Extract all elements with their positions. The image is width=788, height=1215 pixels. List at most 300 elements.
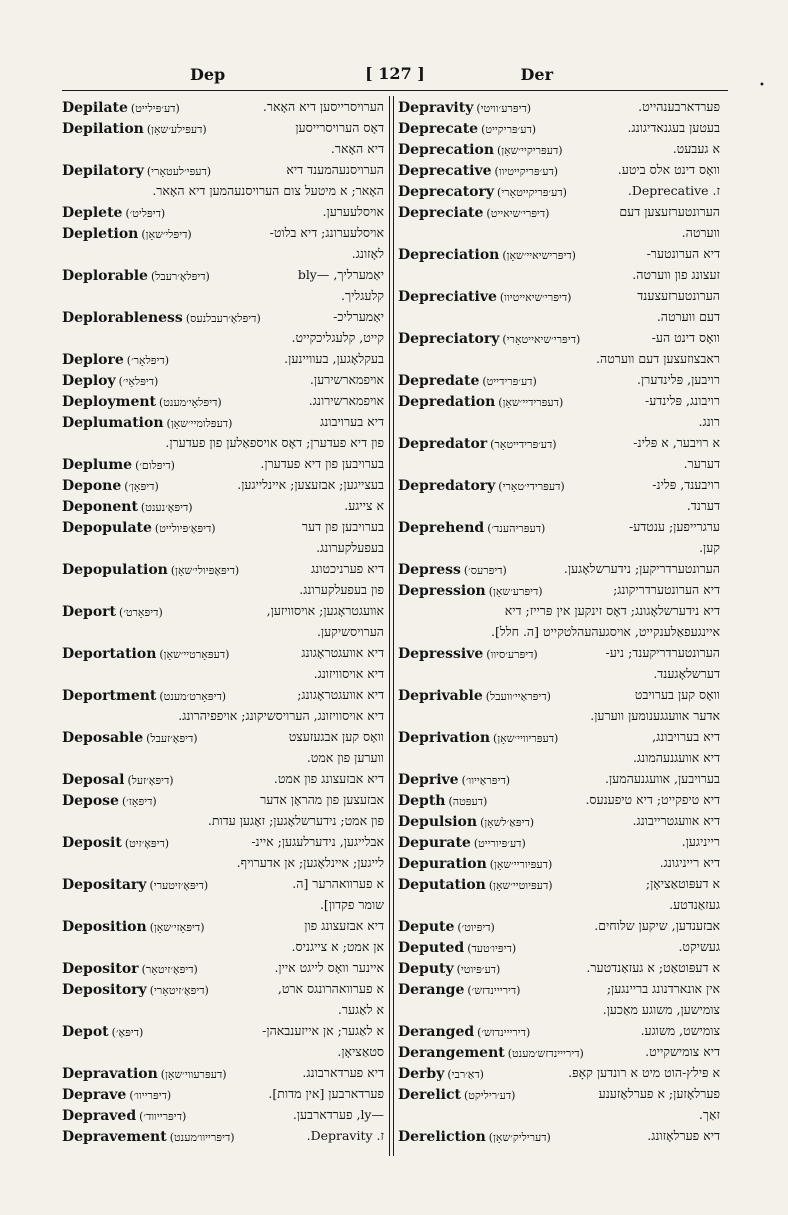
entry-pronunciation: (דיפּלאָ׳רעבלנעס): [185, 312, 261, 325]
entry-pronunciation: (דע׳פּריקייטיוו): [494, 165, 559, 178]
entry-pronunciation: (דיפּלאָר׳): [126, 354, 169, 367]
entry-pronunciation: (דיפּרע׳שאָן): [488, 585, 543, 598]
dictionary-entry: [62, 306, 384, 348]
dictionary-entry: [62, 222, 384, 264]
entry-pronunciation: (דיפּלאָי׳): [118, 375, 159, 388]
entry-headword: Depone: [62, 478, 122, 494]
entry-headword: Depot: [62, 1024, 109, 1040]
entry-pronunciation: (דירייינדזש׳מענט): [507, 1047, 584, 1060]
entry-first-line: [62, 348, 384, 369]
entry-first-line: [398, 243, 720, 264]
entry-headword: Depreciate: [398, 205, 484, 221]
entry-definition-continued: פון בעפעלקערונג.: [299, 582, 384, 597]
entry-first-line: [398, 159, 720, 180]
entry-first-line: [62, 474, 384, 495]
dictionary-entry: [398, 516, 720, 558]
entry-headword: Deployment: [62, 394, 156, 410]
entry-definition: אוועגטראָגען; אויסוויזען,: [266, 603, 384, 618]
entry-headword: Depress: [398, 562, 461, 578]
entry-first-line: [62, 789, 384, 810]
entry-pronunciation: (דיפּרייוו׳): [129, 1089, 172, 1102]
entry-definition-continued: רונג.: [698, 414, 720, 429]
entry-first-line: [62, 1125, 384, 1146]
entry-pronunciation: (דיפּאָ׳זיטאָרי): [149, 984, 209, 997]
dictionary-entry: [398, 873, 720, 915]
entry-definition-continued: שומר פקדון].: [319, 897, 384, 912]
entry-pronunciation: (דיפּאָ׳פּיולייט): [154, 522, 216, 535]
dictionary-entry: [398, 390, 720, 432]
entry-pronunciation: (דע׳פּריקייט): [481, 123, 537, 136]
entry-first-line: [62, 768, 384, 789]
entry-first-line: [62, 642, 384, 663]
entry-headword: Depravation: [62, 1066, 158, 1082]
entry-first-line: [62, 222, 384, 243]
entry-definition: הערונטערדריקען; נידערשלאָגען.: [563, 561, 720, 576]
entry-pronunciation: (דיפּאָ׳זעל): [127, 774, 174, 787]
entry-first-line: [398, 138, 720, 159]
entry-pronunciation: (דיפּלי׳שאָן): [141, 228, 192, 241]
entry-headword: Deprivation: [398, 730, 491, 746]
entry-definition: א פערוואהרער [ה.: [292, 876, 384, 891]
dictionary-entry: [398, 1041, 720, 1062]
entry-first-line: [62, 306, 384, 327]
entry-definition: א צייגע.: [344, 498, 384, 513]
entry-pronunciation: (דעפּטה): [448, 795, 488, 808]
entry-first-line: [62, 1104, 384, 1125]
entry-headword: Depute: [398, 919, 455, 935]
entry-definition-continued: אדער אוועגגענומען ווערען.: [590, 708, 720, 723]
entry-headword: Derby: [398, 1066, 445, 1082]
dictionary-entry: [62, 264, 384, 306]
entry-definition-continued: דיא אויסוויזונג, הערויסשיקונג; אויפפיהרונג.: [178, 708, 384, 723]
dictionary-entry: [62, 1125, 384, 1146]
entry-definition: וואָס קען בערויבט: [634, 687, 720, 702]
entry-pronunciation: (דע׳פּרידייטאָר): [490, 438, 557, 451]
entry-pronunciation: (דעפּריהענד׳): [487, 522, 546, 535]
entry-first-line: [62, 1020, 384, 1041]
entry-definition: דיא אוועגטרייבונג.: [632, 813, 720, 828]
entry-pronunciation: (דיפּרייווד׳): [139, 1110, 187, 1123]
entry-pronunciation: (דיפּלאָי׳מענט): [159, 396, 222, 409]
entry-definition: בערויבען, אוועגנעהמען.: [604, 771, 720, 786]
entry-headword: Deprive: [398, 772, 459, 788]
dictionary-entry: [62, 726, 384, 768]
entry-headword: Deprecatory: [398, 184, 495, 200]
entry-headword: Deposit: [62, 835, 122, 851]
entry-definition-continued: ראבצוזעצען דעם ווערטה.: [596, 351, 720, 366]
entry-headword: Derelict: [398, 1087, 461, 1103]
entry-definition-continued: לייגען; איינלאָגען; אן אדערויף.: [236, 855, 384, 870]
entry-definition-continued: דעם ווערטה.: [656, 309, 720, 324]
entry-definition: איינער וואָס לייגט איין.: [274, 960, 384, 975]
entry-definition-continued: קען.: [699, 540, 720, 555]
dictionary-entry: [62, 957, 384, 978]
entry-definition: אבזעצען פון מהראָן אדער: [260, 792, 384, 807]
entry-headword: Depressive: [398, 646, 484, 662]
entry-first-line: [62, 369, 384, 390]
entry-first-line: [398, 201, 720, 222]
entry-first-line: [62, 411, 384, 432]
entry-first-line: [398, 180, 720, 201]
entry-pronunciation: (דיפּרעס׳): [463, 564, 507, 577]
entry-headword: Depletion: [62, 226, 139, 242]
entry-first-line: [398, 117, 720, 138]
entry-definition: אויסלעערונג; דיא בלוט-: [269, 225, 384, 240]
entry-headword: Depose: [62, 793, 119, 809]
entry-pronunciation: (דע׳פּרידייט): [482, 375, 537, 388]
entry-first-line: [62, 726, 384, 747]
entry-definition: דיא טיפקייט; דיא טיפענעס.: [585, 792, 720, 807]
entry-pronunciation: (דעריליק׳שאָן): [488, 1131, 551, 1144]
column-rule: [393, 96, 394, 1156]
entry-definition-continued: הערויסשיקען.: [316, 624, 384, 639]
entry-pronunciation: (דאַ׳רבי): [447, 1068, 484, 1081]
dictionary-entry: [398, 432, 720, 474]
entry-definition: דיא הערונטערדריקונג;: [613, 582, 720, 597]
entry-definition: דיא פערלאָזונג.: [647, 1128, 720, 1143]
entry-first-line: [62, 1062, 384, 1083]
dictionary-entry: [62, 390, 384, 411]
entry-headword: Depredation: [398, 394, 496, 410]
entry-headword: Depredator: [398, 436, 488, 452]
entry-definition-continued: קלעגליך.: [341, 288, 384, 303]
entry-definition-continued: דערער.: [683, 456, 720, 471]
header-right-guideword: Der: [520, 64, 553, 84]
entry-first-line: [398, 285, 720, 306]
entry-definition: בערויבען פון דיא פעדערן.: [260, 456, 384, 471]
entry-headword: Deposition: [62, 919, 147, 935]
entry-definition: א דעפּוטאַט; א געזאַנדטער.: [586, 960, 720, 975]
page-number: [ 127 ]: [365, 64, 425, 83]
entry-first-line: [62, 915, 384, 936]
dictionary-entry: [398, 936, 720, 957]
dictionary-entry: [398, 789, 720, 810]
entry-first-line: [398, 1125, 720, 1146]
entry-first-line: [398, 936, 720, 957]
entry-definition-continued: דערנד.: [686, 498, 720, 513]
dictionary-entry: [398, 915, 720, 936]
entry-headword: Depilation: [62, 121, 144, 137]
entry-headword: Deprecation: [398, 142, 495, 158]
entry-definition-continued: ווערען פון אמט.: [306, 750, 384, 765]
entry-headword: Deplorable: [62, 268, 148, 284]
entry-pronunciation: (דיפּליט׳): [125, 207, 166, 220]
entry-pronunciation: (דעפּי׳לעטאָרי): [146, 165, 212, 178]
dictionary-entry: [398, 285, 720, 327]
dictionary-entry: [398, 726, 720, 768]
entry-first-line: [398, 516, 720, 537]
entry-definition: בעקלאָגען, בעוויינען.: [284, 351, 384, 366]
entry-definition: הערויסרייסען דיא האָאר.: [262, 99, 384, 114]
entry-first-line: [398, 1083, 720, 1104]
entry-definition: א רויבער, א פּלינ-: [633, 435, 720, 450]
entry-pronunciation: (דעפּיוטיי׳שאָן): [488, 879, 553, 892]
entry-first-line: [62, 390, 384, 411]
entry-pronunciation: (דעפּרעווי׳שאָן): [160, 1068, 227, 1081]
entry-pronunciation: (דיפּאָז׳): [121, 795, 157, 808]
entry-pronunciation: (דיפּרייוו׳מענט): [169, 1131, 235, 1144]
dictionary-entry: [398, 768, 720, 789]
entry-first-line: [62, 873, 384, 894]
dictionary-entry: [62, 1083, 384, 1104]
entry-first-line: [398, 390, 720, 411]
dictionary-entry: [62, 684, 384, 726]
entry-first-line: [398, 852, 720, 873]
entry-headword: Deport: [62, 604, 117, 620]
dictionary-entry: [398, 96, 720, 117]
entry-pronunciation: (דיפּאַ׳לשאָן): [480, 816, 535, 829]
entry-pronunciation: (דיפּראַייוו׳): [461, 774, 511, 787]
entry-headword: Depopulate: [62, 520, 152, 536]
dictionary-entry: [62, 1062, 384, 1083]
entry-definition: פערדארבענהייט.: [638, 99, 720, 114]
dictionary-entry: [62, 411, 384, 453]
dictionary-entry: [398, 159, 720, 180]
dictionary-entry: [62, 117, 384, 159]
entry-first-line: [62, 495, 384, 516]
dictionary-entry: [398, 243, 720, 285]
entry-pronunciation: (דיפּרי׳שיאייט): [486, 207, 550, 220]
entry-headword: Deposable: [62, 730, 144, 746]
page-header: [62, 58, 728, 91]
entry-first-line: [398, 327, 720, 348]
dictionary-entry: [62, 831, 384, 873]
entry-headword: Dereliction: [398, 1129, 486, 1145]
entry-definition: וואָס קען אבגעזעצט: [288, 729, 384, 744]
dictionary-entry: [62, 159, 384, 201]
entry-headword: Derange: [398, 982, 465, 998]
entry-definition: הערויסנעהמענד דיא: [286, 162, 384, 177]
entry-headword: Deputation: [398, 877, 486, 893]
entry-pronunciation: (דיפּאָ׳זיטערי): [149, 879, 209, 892]
entry-first-line: [62, 978, 384, 999]
entry-pronunciation: (דעפּריקיי׳שאָן): [497, 144, 563, 157]
entry-pronunciation: (דע׳פּילייט): [130, 102, 180, 115]
column-rule-thin: [389, 96, 390, 1156]
right-column: [398, 96, 720, 1156]
entry-definition: רויבענד, פּלינ-: [652, 477, 720, 492]
entry-definition-continued: דיא אוועגנעהמונג.: [633, 750, 720, 765]
entry-definition: יאַמערליך, —bly: [297, 267, 384, 282]
entry-definition-continued: לאָזונג.: [351, 246, 384, 261]
entry-definition: דיא רייניגונג.: [659, 855, 720, 870]
entry-first-line: [398, 1041, 720, 1062]
entry-headword: Deplorableness: [62, 310, 183, 326]
dictionary-entry: [398, 369, 720, 390]
entry-definition: אבלייגען, נידערלעגען; איינ-: [251, 834, 384, 849]
entry-headword: Deposal: [62, 772, 125, 788]
entry-first-line: [398, 978, 720, 999]
entry-definition: דיא אוועגטראָגונג: [301, 645, 384, 660]
dictionary-entry: [62, 348, 384, 369]
entry-first-line: [62, 1083, 384, 1104]
entry-definition-continued: דיא נידערשלאָגונג; דאָס זינקען אין פּרייז; דיא: [504, 603, 720, 618]
dictionary-entry: [398, 558, 720, 579]
entry-definition: געשיקט.: [678, 939, 720, 954]
dictionary-entry: [398, 327, 720, 369]
entry-pronunciation: (דיפּאָן׳): [124, 480, 159, 493]
entry-headword: Deplumation: [62, 415, 164, 431]
entry-headword: Depositor: [62, 961, 139, 977]
entry-headword: Deranged: [398, 1024, 475, 1040]
entry-headword: Depilate: [62, 100, 128, 116]
dictionary-entry: [398, 957, 720, 978]
entry-definition: דיא אוועגטראָגונג;: [297, 687, 384, 702]
entry-definition: דיא אבזעצונג פון אמט.: [273, 771, 384, 786]
dictionary-entry: [62, 978, 384, 1020]
entry-definition: אויפמארשירען.: [309, 372, 384, 387]
entry-first-line: [62, 96, 384, 117]
entry-definition-continued: דיא אויסוויזונג.: [313, 666, 384, 681]
entry-headword: Deprecative: [398, 163, 492, 179]
entry-definition: פערדארבען [אין מדות].: [268, 1086, 384, 1101]
entry-pronunciation: (דירייינדזש׳): [467, 984, 521, 997]
entry-first-line: [398, 915, 720, 936]
entry-pronunciation: (דירייינדזש׳): [477, 1026, 531, 1039]
dictionary-entry: [398, 978, 720, 1020]
entry-headword: Depulsion: [398, 814, 478, 830]
entry-definition-continued: ווערטה.: [681, 225, 720, 240]
entry-definition: הערונטערדריקענד; ניע-: [605, 645, 720, 660]
entry-definition: ז. Depravity.: [306, 1128, 384, 1143]
corner-mark: •: [759, 80, 765, 91]
dictionary-entry: [62, 96, 384, 117]
dictionary-entry: [62, 768, 384, 789]
dictionary-entry: [398, 1062, 720, 1083]
entry-definition: בעטען בעגנאדיגונג.: [627, 120, 720, 135]
entry-headword: Depredatory: [398, 478, 496, 494]
entry-definition-continued: דיא האָאר.: [330, 141, 384, 156]
entry-definition: אין אונארדנונג בריינגען;: [606, 981, 720, 996]
entry-definition-continued: האָאר; א מיטעל צום הערויסנעהמען דיא האָאר.: [152, 183, 384, 198]
entry-definition-continued: פון אמט; נידערשלאָגען; זאָגען עדות.: [207, 813, 384, 828]
entry-pronunciation: (דיפּיוט׳): [457, 921, 495, 934]
entry-first-line: [398, 96, 720, 117]
entry-first-line: [62, 117, 384, 138]
entry-definition: דיא הערונטער-: [646, 246, 720, 261]
entry-headword: Deprivable: [398, 688, 483, 704]
dictionary-entry: [62, 369, 384, 390]
entry-definition: דיא אבזעצונג פון: [304, 918, 384, 933]
entry-definition: דיא פערדארבונג.: [302, 1065, 384, 1080]
dictionary-entry: [62, 642, 384, 684]
entry-headword: Depravement: [62, 1129, 167, 1145]
entry-first-line: [62, 831, 384, 852]
entry-headword: Depopulation: [62, 562, 168, 578]
entry-definition: בערויבען פון דער: [301, 519, 384, 534]
entry-pronunciation: (דעפּלומיי׳שאָן): [166, 417, 233, 430]
entry-definition-continued: צומישען, משוגע מאַכען.: [602, 1002, 720, 1017]
entry-definition-continued: געזאַנדטע.: [669, 897, 720, 912]
dictionary-entry: [398, 1125, 720, 1146]
entry-definition-continued: בעפעלקערונג.: [316, 540, 384, 555]
entry-headword: Depreciation: [398, 247, 500, 263]
entry-pronunciation: (דיפּאָ׳נענט): [140, 501, 193, 514]
entry-definition-continued: פון דיא פעדערן; דאָס אויספאַלען פון פעדערן.: [165, 435, 384, 450]
entry-definition-continued: זעצונג פון ווערטה.: [632, 267, 720, 282]
entry-headword: Depression: [398, 583, 486, 599]
entry-first-line: [62, 516, 384, 537]
entry-definition: דיא בערויבונג,: [652, 729, 720, 744]
dictionary-entry: [62, 516, 384, 558]
entry-headword: Deportation: [62, 646, 157, 662]
entry-first-line: [398, 474, 720, 495]
entry-pronunciation: (דיפּרע׳וויטי): [476, 102, 532, 115]
dictionary-entry: [398, 117, 720, 138]
entry-definition: דיא צומישקייט.: [645, 1044, 720, 1059]
dictionary-entry: [62, 201, 384, 222]
entry-first-line: [62, 159, 384, 180]
dictionary-entry: [398, 684, 720, 726]
entry-definition-continued: קייט, קלעגליכקייט.: [291, 330, 384, 345]
dictionary-entry: [62, 558, 384, 600]
entry-first-line: [398, 789, 720, 810]
entry-pronunciation: (דיפּיו׳טעד): [467, 942, 517, 955]
entry-first-line: [398, 684, 720, 705]
entry-pronunciation: (דע׳פּיוטי): [456, 963, 501, 976]
entry-pronunciation: (דע׳ריליקט): [463, 1089, 516, 1102]
entry-pronunciation: (דיפּרע׳סיוו): [486, 648, 538, 661]
entry-first-line: [398, 579, 720, 600]
entry-definition-continued: זאַך.: [698, 1107, 720, 1122]
entry-headword: Depravity: [398, 100, 474, 116]
dictionary-entry: [62, 453, 384, 474]
entry-headword: Deportment: [62, 688, 157, 704]
entry-definition: אויפמארשירונג.: [308, 393, 384, 408]
entry-headword: Deploy: [62, 373, 116, 389]
entry-first-line: [398, 768, 720, 789]
entry-headword: Depurate: [398, 835, 471, 851]
dictionary-entry: [398, 852, 720, 873]
entry-headword: Depilatory: [62, 163, 144, 179]
entry-pronunciation: (דע׳פּיורייט): [473, 837, 526, 850]
entry-first-line: [398, 1020, 720, 1041]
entry-definition: ז. Deprecative.: [627, 183, 720, 198]
dictionary-entry: [62, 474, 384, 495]
entry-definition: דיא פערניכטונג: [311, 561, 384, 576]
entry-headword: Depreciatory: [398, 331, 500, 347]
entry-definition: א פּילץ-הוט מיט א רונדען קאָפּ.: [568, 1065, 720, 1080]
entry-definition: רייניגען.: [681, 834, 720, 849]
entry-headword: Depuration: [398, 856, 487, 872]
entry-pronunciation: (דיפּלום׳): [135, 459, 175, 472]
entry-pronunciation: (דעפּרידיי׳שאָן): [498, 396, 564, 409]
entry-definition: אויסלעערען.: [322, 204, 384, 219]
entry-pronunciation: (דיפּרי׳שיאייטאָרי): [502, 333, 581, 346]
entry-pronunciation: (דיפּרי׳שיאייטיוו): [499, 291, 572, 304]
entry-first-line: [62, 453, 384, 474]
dictionary-entry: [398, 180, 720, 201]
entry-pronunciation: (דיפּאָ׳זיט): [124, 837, 170, 850]
entry-definition: פערלאָזען; א פערלאָזענע: [598, 1086, 720, 1101]
entry-first-line: [62, 558, 384, 579]
entry-pronunciation: (דיפּאָ׳): [111, 1026, 144, 1039]
entry-definition: אבזענדען, שיקען שלוחים.: [594, 918, 720, 933]
entry-pronunciation: (דיפּאָ׳זעבל): [146, 732, 198, 745]
dictionary-entry: [62, 600, 384, 642]
entry-headword: Deplore: [62, 352, 124, 368]
entry-first-line: [398, 369, 720, 390]
entry-headword: Deplete: [62, 205, 123, 221]
entry-headword: Derangement: [398, 1045, 505, 1061]
entry-first-line: [398, 957, 720, 978]
entry-first-line: [398, 558, 720, 579]
entry-definition: דיא בערויבונג: [320, 414, 384, 429]
entry-headword: Deputy: [398, 961, 454, 977]
entry-pronunciation: (דיפּאָזי׳שאָן): [149, 921, 205, 934]
entry-first-line: [398, 726, 720, 747]
entry-headword: Depredate: [398, 373, 480, 389]
